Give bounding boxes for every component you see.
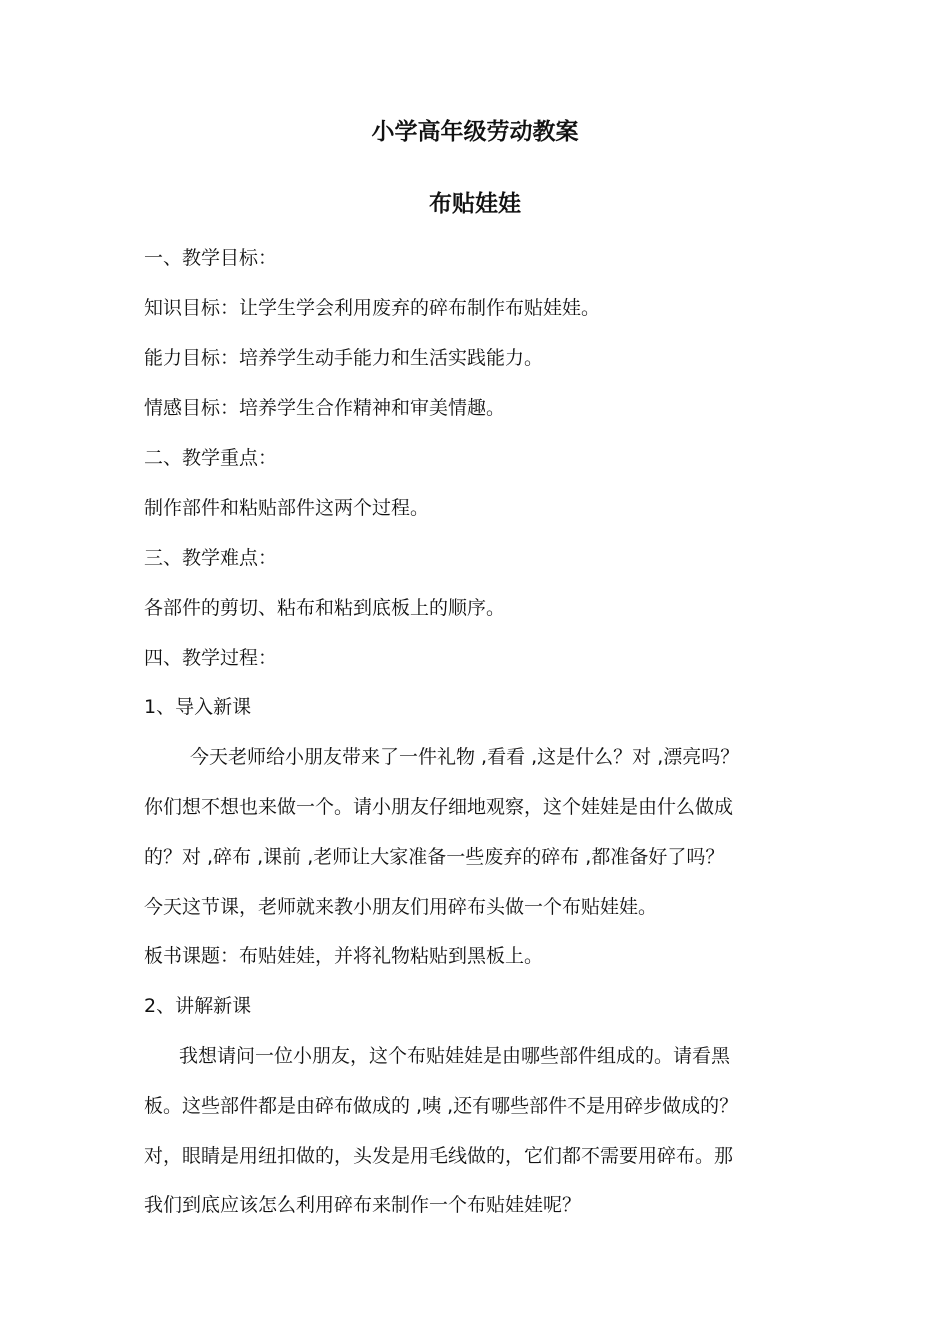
paragraph-lesson-line: 我们到底应该怎么利用碎布来制作一个布贴娃娃呢？	[144, 1194, 582, 1216]
paragraph-knowledge-objective: 知识目标：让学生学会利用废弃的碎布制作布贴娃娃。	[144, 297, 601, 319]
document-subtitle: 布贴娃娃	[429, 191, 521, 217]
paragraph-lesson-line: 我想请问一位小朋友，这个布贴娃娃是由哪些部件组成的。请看黑	[179, 1045, 731, 1067]
paragraph-emotion-objective: 情感目标：培养学生合作精神和审美情趣。	[144, 397, 506, 419]
paragraph-difficulties: 各部件的剪切、粘布和粘到底板上的顺序。	[144, 597, 506, 619]
section-heading-difficulties: 三、教学难点：	[144, 547, 278, 569]
paragraph-intro-line: 你们想不想也来做一个。请小朋友仔细地观察，这个娃娃是由什么做成	[144, 796, 734, 818]
paragraph-intro-line: 今天老师给小朋友带来了一件礼物 ,看看 ,这是什么？对 ,漂亮吗？	[190, 746, 740, 768]
section-heading-process: 四、教学过程：	[144, 647, 278, 669]
paragraph-intro-line: 今天这节课，老师就来教小朋友们用碎布头做一个布贴娃娃。	[144, 896, 658, 918]
paragraph-intro-line: 的？对 ,碎布 ,课前 ,老师让大家准备一些废弃的碎布 ,都准备好了吗？	[144, 846, 725, 868]
section-heading-key-points: 二、教学重点：	[144, 447, 278, 469]
document-title: 小学高年级劳动教案	[371, 119, 579, 145]
paragraph-key-points: 制作部件和粘贴部件这两个过程。	[144, 497, 430, 519]
subsection-heading-intro: 1、导入新课	[144, 696, 252, 718]
section-heading-objectives: 一、教学目标：	[144, 247, 278, 269]
paragraph-ability-objective: 能力目标：培养学生动手能力和生活实践能力。	[144, 347, 544, 369]
paragraph-lesson-line: 对，眼睛是用纽扣做的，头发是用毛线做的，它们都不需要用碎布。那	[144, 1145, 734, 1167]
paragraph-lesson-line: 板。这些部件都是由碎布做成的 ,咦 ,还有哪些部件不是用碎步做成的？	[144, 1095, 739, 1117]
subsection-heading-new-lesson: 2、讲解新课	[144, 995, 252, 1017]
paragraph-board-title: 板书课题：布贴娃娃，并将礼物粘贴到黑板上。	[144, 945, 544, 967]
